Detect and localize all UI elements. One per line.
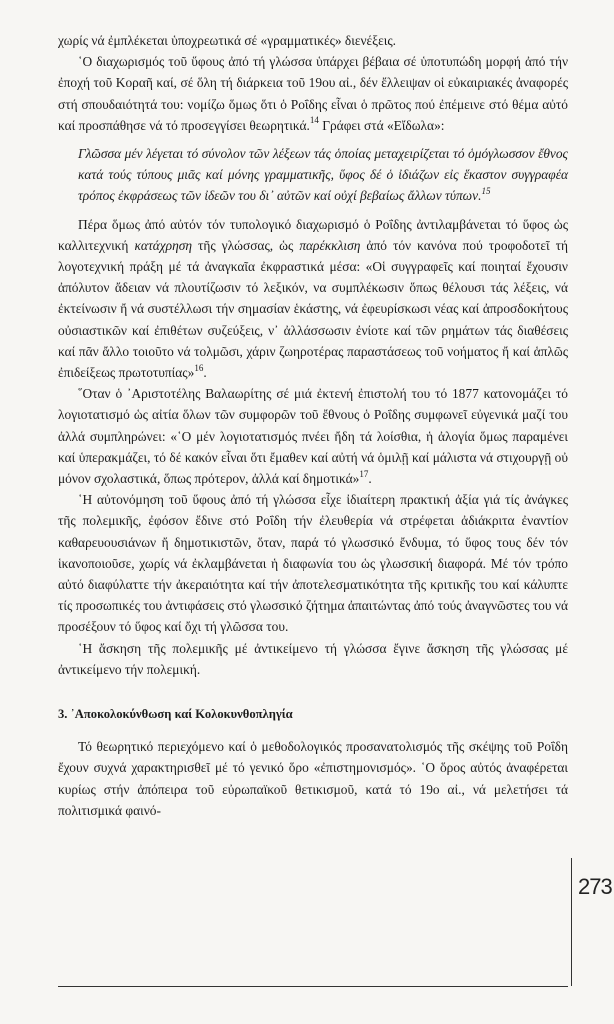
paragraph-4 [58, 383, 568, 489]
paragraph-1: χωρίς νά ἐμπλέκεται ὑποχρεωτικά σέ «γραμματικές» διενέξεις. [58, 33, 396, 48]
block-quote [78, 143, 568, 207]
paragraph-2-text: ῾Ο διαχωρισμός τοῦ ὕφους ἀπό τή γλώσσα ὑπάρχει βέβαια σέ ὑποτυπώδη μορφή ἀπό τήν ἐποχή τοῦ Κοραῆ καί, σέ ὅλη τή διάρκεια τοῦ 19ου αἰ., δέν ἔλλειψαν οἱ εὐκαιριακές ἀναφορές στή σπουδαιότητά του: νομίζω ὅμως ὅτι ὁ Ροΐδης εἶναι ὁ πρῶτος πού ἐπέμεινε στό θέμα αὐτό καί προσπάθησε νά τό προσεγγίσει θεωρητικά. [58, 54, 568, 133]
bottom-rule [58, 986, 568, 987]
paragraph-4-tail: . [368, 471, 372, 487]
paragraph-3-part-b: τῆς γλώσσας, ὡς [191, 237, 300, 253]
paragraph-6: ῾Η ἄσκηση τῆς πολεμικῆς μέ ἀντικείμενο τή γλώσσα ἔγινε ἄσκηση τῆς γλώσσας μέ ἀντικείμενο τήν πολεμική. [58, 640, 568, 677]
footnote-ref-14: 14 [309, 115, 319, 126]
paragraph-3-part-c: ἀπό τόν κανόνα πού τροφοδοτεῖ τή λογοτεχνική πράξη μέ τά ἀναγκαῖα ἐκφραστικά μέσα: «Οἱ συγγραφεῖς καί ποιηταί ἔχουσιν ἀπόλυτον ἄδειαν νά πλουτίζωσιν τό λεξικόν, να συμπλέκωσιν ὅπως θέλουσι τάς λέξεις, νά ἐκτείνωσιν ἤ νά συστέλλωσι τήν σημασίαν ἑκάστης, νά ἐφευρίσκωσι νέας καί ἀπροσδοκήτους οὐσιαστικῶν καί ἐπιθέτων συζεύξεις, ν᾽ ἀλλάσσωσιν ἐνίοτε καί τῶν ρημάτων τάς διαθέσεις καί πᾶν ἄλλο τοιοῦτο νά τολμῶσι, χάριν ζωηροτέρας παραστάσεως τοῦ νοήματος ἤ καί ἁπλῶς ἐπιδείξεως πρωτοτυπίας» [58, 237, 568, 381]
term-parekklisi: παρέκκλιση [299, 237, 361, 253]
page-body [58, 30, 568, 821]
page-number: 273 [578, 874, 612, 899]
paragraph-2 [58, 51, 568, 136]
paragraph-7: Τό θεωρητικό περιεχόμενο καί ὁ μεθοδολογικός προσανατολισμός τῆς σκέψης τοῦ Ροΐδη ἔχουν συχνά χαρακτηρισθεῖ μέ τό γενικό ὅρο «ἐπιστημονισμός». ῾Ο ὅρος αὐτός ἀναφέρεται κυρίως στήν ἀπόπειρα τοῦ εὐρωπαϊκοῦ θετικισμοῦ, κατά τό 19ο αἰ., νά μελετήσει τά πολιτισμικά φαινό- [58, 739, 568, 818]
paragraph-5: ῾Η αὐτονόμηση τοῦ ὕφους ἀπό τή γλώσσα εἶχε ἰδιαίτερη πρακτική ἀξία γιά τίς ἀνάγκες τῆς πολεμικῆς, ἐφόσον ἔδινε στό Ροΐδη τήν ἐλευθερία νά στρέφεται ἀδιάκριτα ἐναντίον καθαρευουσιάνων ἤ δημοτικιστῶν, ὅταν, παρά τό γλωσσικό ἔνδυμα, τό ὕφος τους δέν τόν ἱκανοποιοῦσε, χωρίς νά ἐκλαμβάνεται ἡ διαφωνία του ὡς γλωσσική διαφορά. Μέ τόν τρόπο αὐτό διαφύλαττε τήν ἀκεραιότητα καί τήν ἀποτελεσματικότητα τῆς κριτικῆς του καί κάλυπτε τίς προσωπικές του ἀντιφάσεις στό γλωσσικό ζήτημα ἀπαιτώντας ἀπό τούς ἀναγνῶστες του νά προσέξουν τό ὕφος καί ὄχι τή γλῶσσα του. [58, 492, 568, 635]
term-katachrisi: κατάχρηση [134, 237, 192, 253]
paragraph-2-tail: Γράφει στά «Εἴδωλα»: [318, 117, 445, 133]
footnote-ref-15: 15 [481, 185, 491, 196]
paragraph-4-text: ῞Οταν ὁ ᾽Αριστοτέλης Βαλαωρίτης σέ μιά ἐκτενή ἐπιστολή του τό 1877 κατονομάζει τό λογιοτατισμό ὡς αἰτία ὅλων τῶν συμφορῶν τοῦ ἔθνους ὁ Ροΐδης συμφωνεῖ εὐγενικά μαζί του ἀλλά συμπληρώνει: «῾Ο μέν λογιοτατισμός πνέει ἤδη τά λοίσθια, ἡ ἀλογία ὅμως παραμένει καί ὑπερακμάζει, τό δέ κακόν εἶναι ὅτι ἔμαθεν καί αὐτή νά ὁμιλῇ καί μάλιστα νά στιχουργῇ οὐ μόνον σχολαστικά, ὅπως πρότερον, ἀλλά καί δημοτικά» [58, 386, 568, 487]
margin-rule [571, 858, 572, 986]
footnote-ref-16: 16 [194, 362, 204, 373]
footnote-ref-17: 17 [359, 468, 369, 479]
block-quote-text: Γλῶσσα μέν λέγεται τό σύνολον τῶν λέξεων τάς ὁποίας μεταχειρίζεται τό ὁμόγλωσσον ἔθνος κατά τούς τύπους μιᾶς καί μόνης γραμματικῆς, ὕφος δέ ὁ ἰδιάζων εἰς ἕκαστον συγγραφέα τρόπος ἐκφράσεως τῶν ἰδεῶν του δι᾽ αὐτῶν καί οὐχί βεβαίως ἄλλων τύπων. [78, 146, 568, 204]
paragraph-3-part-a: Πέρα ὅμως ἀπό αὐτόν τόν τυπολογικό διαχωρισμό ὁ Ροΐδης ἀντιλαμβάνεται τό ὕφος ὡς καλλιτεχνική [58, 216, 568, 253]
paragraph-3-tail: . [203, 365, 207, 381]
section-heading: 3. ᾽Αποκολοκύνθωση καί Κολοκυνθοπληγία [58, 707, 293, 722]
paragraph-3 [58, 214, 568, 384]
